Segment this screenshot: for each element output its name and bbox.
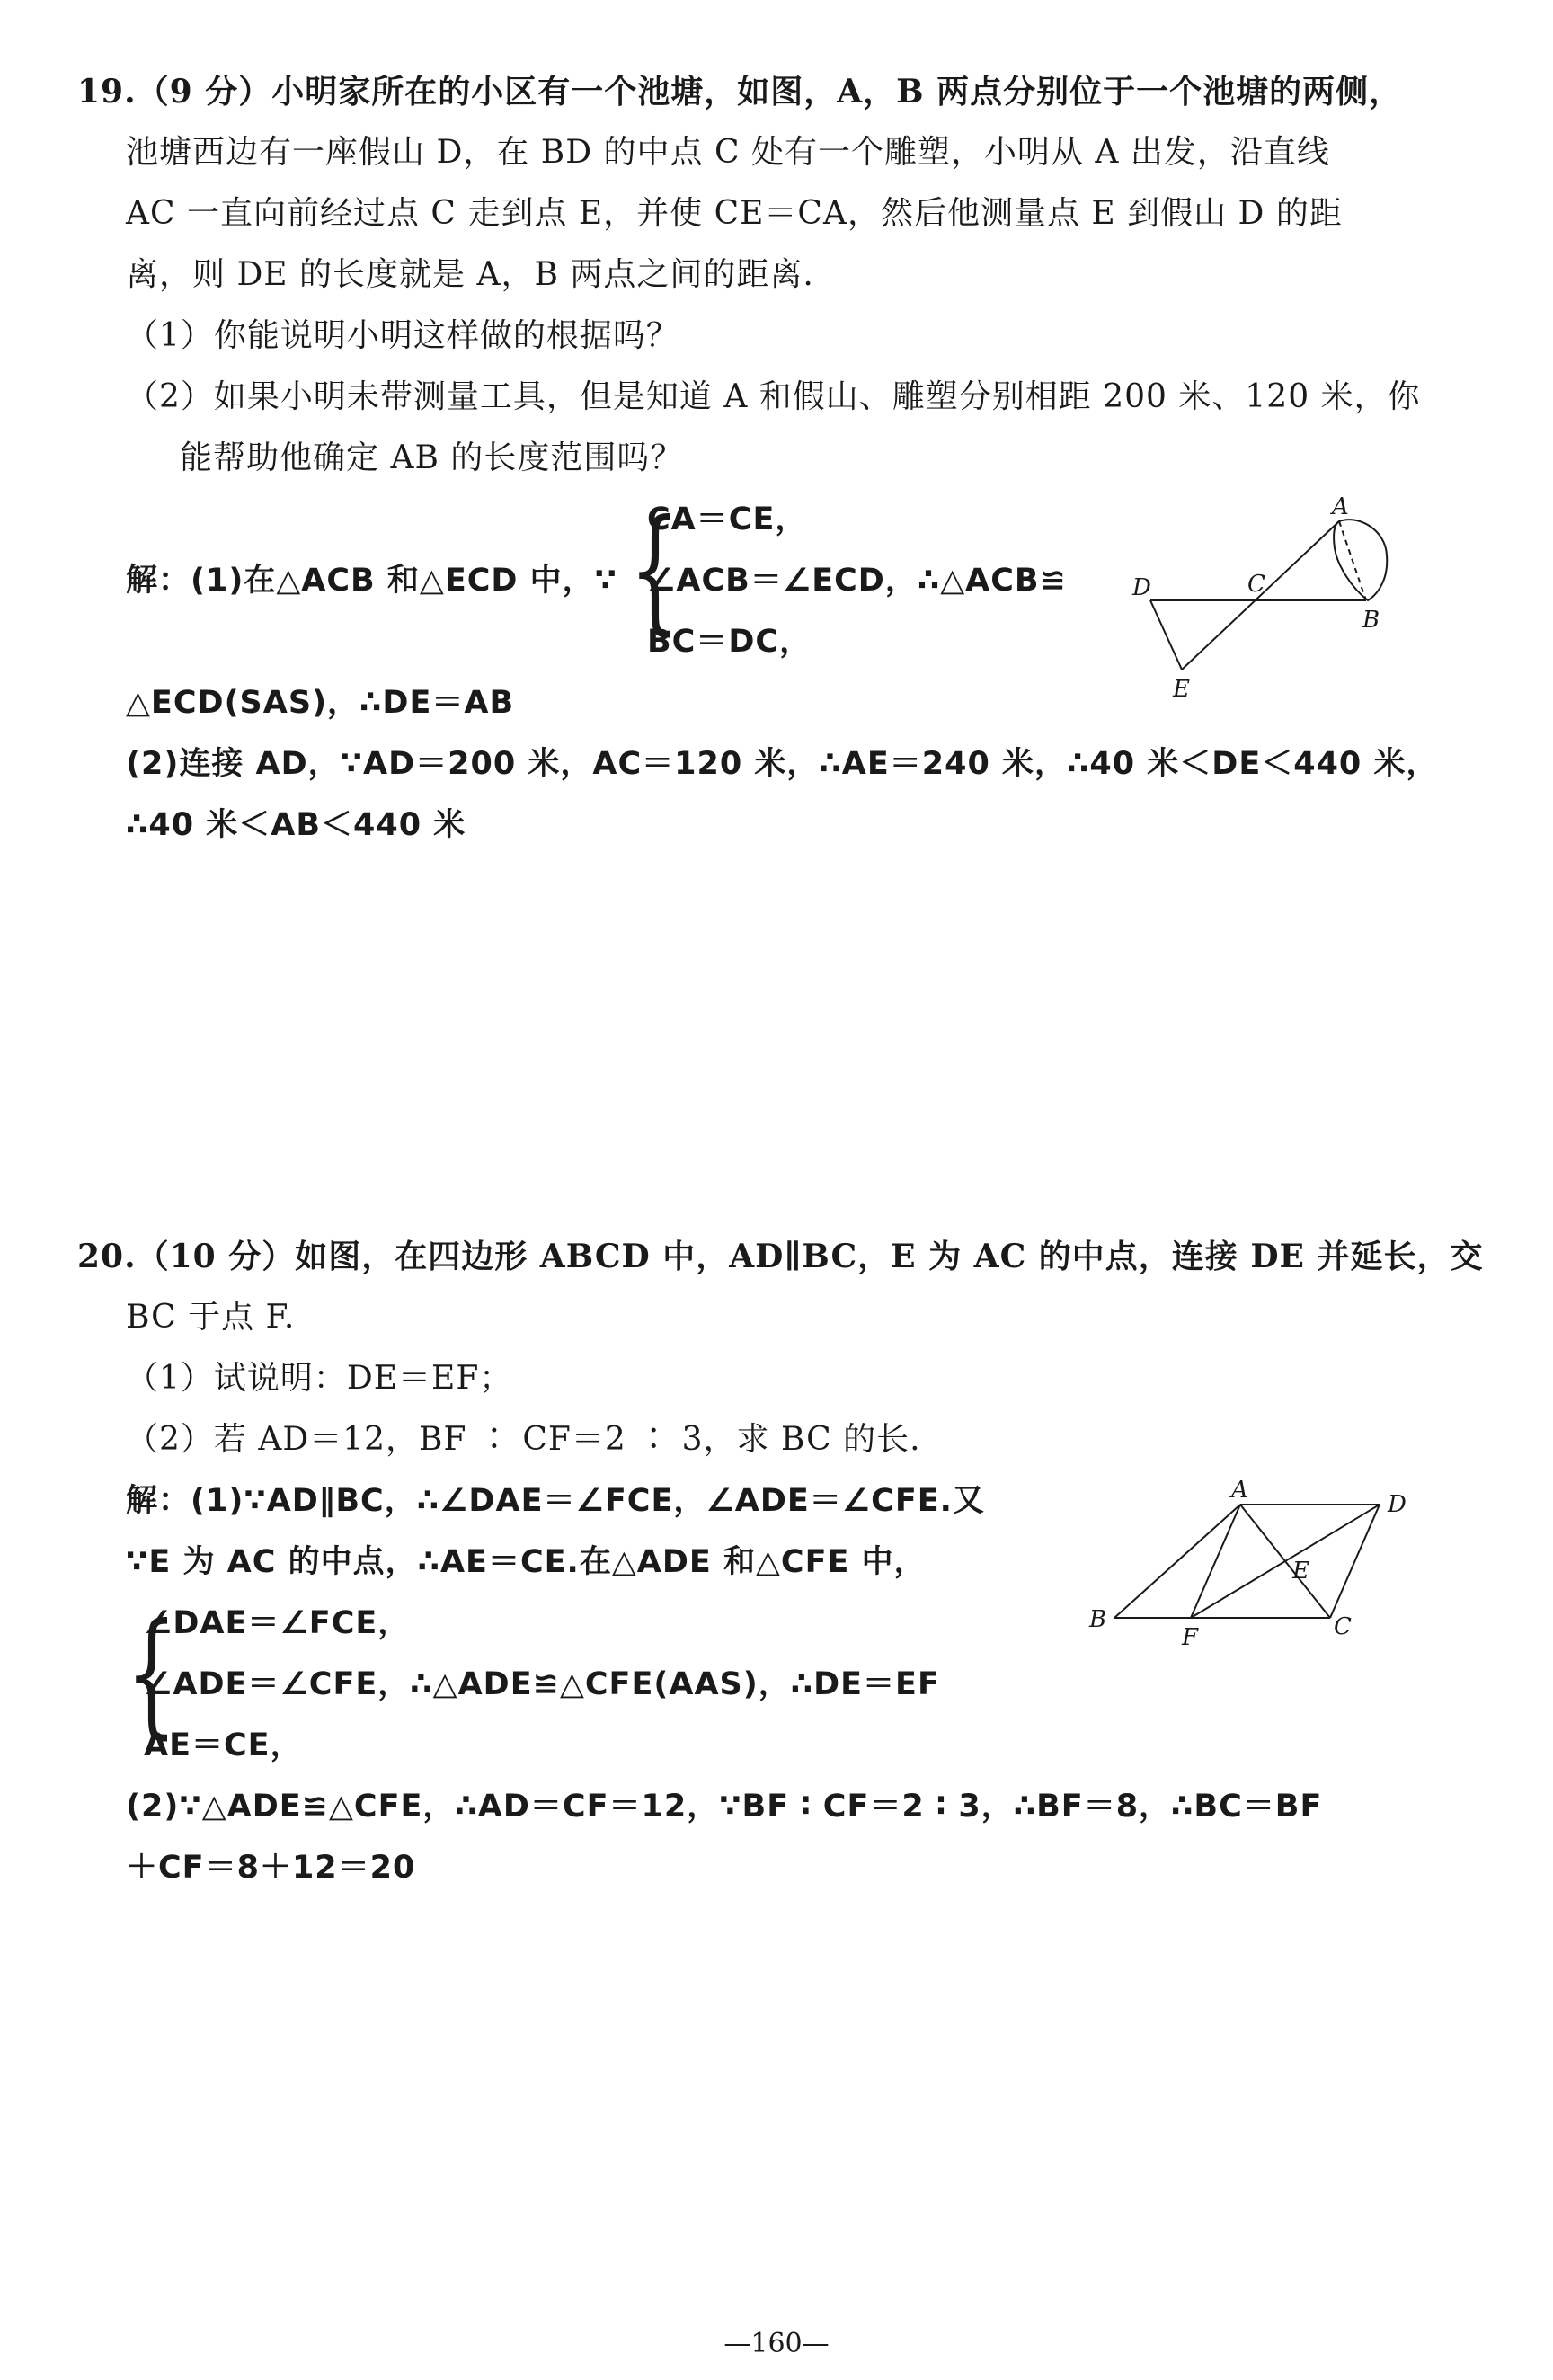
q20-label-A: A <box>1231 1477 1248 1504</box>
page-number: —160— <box>723 2328 830 2359</box>
q19-label-E: E <box>1173 676 1190 703</box>
q20-sub2: （2）若 AD＝12，BF ∶ CF＝2 ∶ 3，求 BC 的长. <box>126 1421 921 1458</box>
q19-label-C: C <box>1247 571 1265 598</box>
q20-sol1-cond2: ∠ADE＝∠CFE，∴△ADE≌△CFE(AAS)，∴DE＝EF <box>144 1666 940 1702</box>
q19-sub1: （1）你能说明小明这样做的根据吗？ <box>126 317 679 354</box>
q20-line-DF <box>1191 1505 1380 1618</box>
q19-line4: 离，则 DE 的长度就是 A，B 两点之间的距离. <box>126 256 814 293</box>
q20-sub1: （1）试说明：DE＝EF； <box>126 1360 513 1397</box>
q19-sub2b: 能帮助他确定 AB 的长度范围吗？ <box>180 440 684 476</box>
q20-line1: 20.（10 分）如图，在四边形 ABCD 中，AD∥BC，E 为 AC 的中点，连接 DE 并延长，交 <box>77 1238 1484 1275</box>
q19-brace: { <box>629 492 681 648</box>
q19-sol1-cond2: ∠ACB＝∠ECD，∴△ACB≌ <box>647 563 1067 599</box>
q20-brace: { <box>126 1595 178 1752</box>
q20-sol1b: ∵E 为 AC 的中点，∴AE＝CE.在△ADE 和△CFE 中， <box>126 1544 927 1580</box>
q19-line1: 19.（9 分）小明家所在的小区有一个池塘，如图，A，B 两点分别位于一个池塘的两侧， <box>77 73 1403 111</box>
q19-label-B: B <box>1362 607 1380 634</box>
q20-sol1a: 解：(1)∵AD∥BC，∴∠DAE＝∠FCE，∠ADE＝∠CFE.又 <box>126 1483 985 1519</box>
q19-line3: AC 一直向前经过点 C 走到点 E，并使 CE＝CA，然后他测量点 E 到假山 D 的距 <box>126 195 1343 232</box>
q20-label-D: D <box>1388 1491 1407 1518</box>
q20-sol2b: ＋CF＝8＋12＝20 <box>126 1850 416 1886</box>
q19-line-AB-dashed <box>1339 521 1366 600</box>
q19-sol1-prefix: 解：(1)在△ACB 和△ECD 中，∵ <box>126 563 618 599</box>
q20-figure <box>1078 1474 1420 1654</box>
q19-label-A: A <box>1332 494 1349 520</box>
q19-line-DE <box>1150 600 1182 670</box>
q19-figure <box>1123 494 1420 719</box>
q20-sol2a: (2)∵△ADE≌△CFE，∴AD＝CF＝12，∵BF ∶ CF＝2 ∶ 3，∴BF＝8，∴BC＝BF <box>126 1789 1323 1825</box>
q19-sol1-cond1: CA＝CE， <box>647 502 808 537</box>
q20-line2: BC 于点 F. <box>126 1299 296 1336</box>
q19-sol2b: ∴40 米＜AB＜440 米 <box>126 807 466 843</box>
q20-sol1-cond1: ∠DAE＝∠FCE， <box>144 1605 411 1641</box>
q19-sol2a: (2)连接 AD，∵AD＝200 米，AC＝120 米，∴AE＝240 米，∴40 米＜DE＜440 米， <box>126 746 1439 782</box>
q20-sol1-cond3: AE＝CE， <box>144 1727 303 1763</box>
q20-label-F: F <box>1182 1624 1199 1651</box>
q19-sol1-end: △ECD(SAS)，∴DE＝AB <box>126 685 515 721</box>
q20-line-AF <box>1191 1505 1240 1618</box>
q20-label-B: B <box>1089 1606 1107 1633</box>
q20-line-AB <box>1114 1505 1240 1618</box>
q19-sol1-cond3: BC＝DC， <box>647 624 812 660</box>
q20-label-C: C <box>1334 1613 1352 1640</box>
q19-line2: 池塘西边有一座假山 D，在 BD 的中点 C 处有一个雕塑，小明从 A 出发，沿直线 <box>126 134 1330 171</box>
q20-label-E: E <box>1292 1558 1309 1585</box>
q20-line-DC <box>1330 1505 1380 1618</box>
q19-label-D: D <box>1132 574 1151 601</box>
q19-sub2a: （2）如果小明未带测量工具，但是知道 A 和假山、雕塑分别相距 200 米、120 米，你 <box>126 378 1421 415</box>
